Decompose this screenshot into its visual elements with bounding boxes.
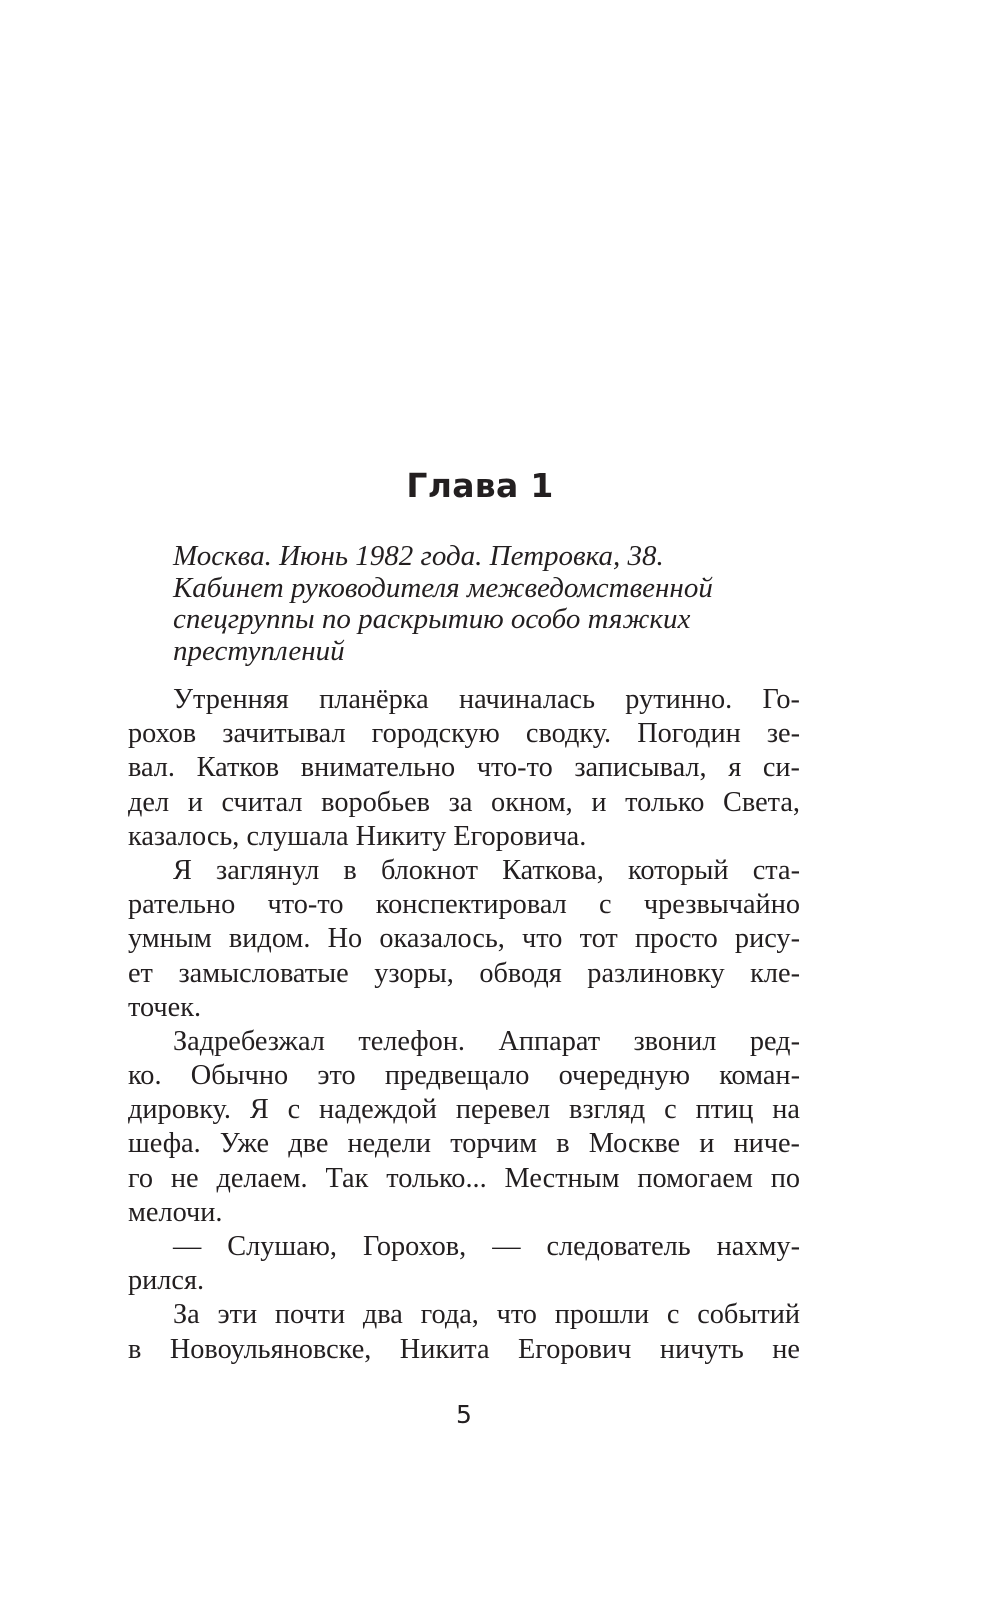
text-line: рательно что-то конспектировал с чрезвычайно	[128, 889, 800, 921]
chapter-epigraph	[173, 541, 813, 667]
epigraph-line: Москва. Июнь 1982 года. Петровка, 38.	[173, 540, 664, 572]
text-line: ко. Обычно это предвещало очередную коман-	[128, 1060, 800, 1092]
text-line: в Новоульяновске, Никита Егорович ничуть не	[128, 1333, 800, 1365]
text-line: дировку. Я с надеждой перевел взгляд с птиц на	[128, 1094, 800, 1126]
text-line: дел и считал воробьев за окном, и только Света,	[128, 786, 800, 818]
text-line: рохов зачитывал городскую сводку. Погодин зе-	[128, 718, 800, 750]
body-text	[128, 683, 800, 1367]
text-line: умным видом. Но оказалось, что тот просто рису-	[128, 923, 800, 955]
text-line: рился.	[128, 1265, 205, 1297]
text-line: мелочи.	[128, 1196, 223, 1228]
epigraph-line: Кабинет руководителя межведомственной	[173, 571, 713, 604]
text-line: шефа. Уже две недели торчим в Москве и ниче-	[128, 1128, 800, 1160]
epigraph-line: преступлений	[173, 634, 345, 667]
text-line: ет замысловатые узоры, обводя разлиновку кле-	[128, 957, 800, 989]
text-line: вал. Катков внимательно что-то записывал, я си-	[128, 752, 800, 784]
text-line: За эти почти два года, что прошли с событий	[173, 1299, 800, 1331]
text-line: Задребезжал телефон. Аппарат звонил ред-	[173, 1025, 800, 1057]
text-line: — Слушаю, Горохов, — следователь нахму-	[173, 1231, 800, 1262]
text-line: казалось, слушала Никиту Егоровича.	[128, 820, 587, 852]
text-line: Я заглянул в блокнот Каткова, который ста-	[173, 854, 800, 886]
text-line: Утренняя планёрка начиналась рутинно. Го-	[173, 684, 800, 715]
epigraph-line: спецгруппы по раскрытию особо тяжких	[173, 603, 691, 635]
text-line: точек.	[128, 991, 202, 1023]
text-line: го не делаем. Так только... Местным помогаем по	[128, 1162, 800, 1194]
page-number: 5	[456, 1400, 472, 1429]
chapter-title: Глава 1	[406, 466, 554, 505]
